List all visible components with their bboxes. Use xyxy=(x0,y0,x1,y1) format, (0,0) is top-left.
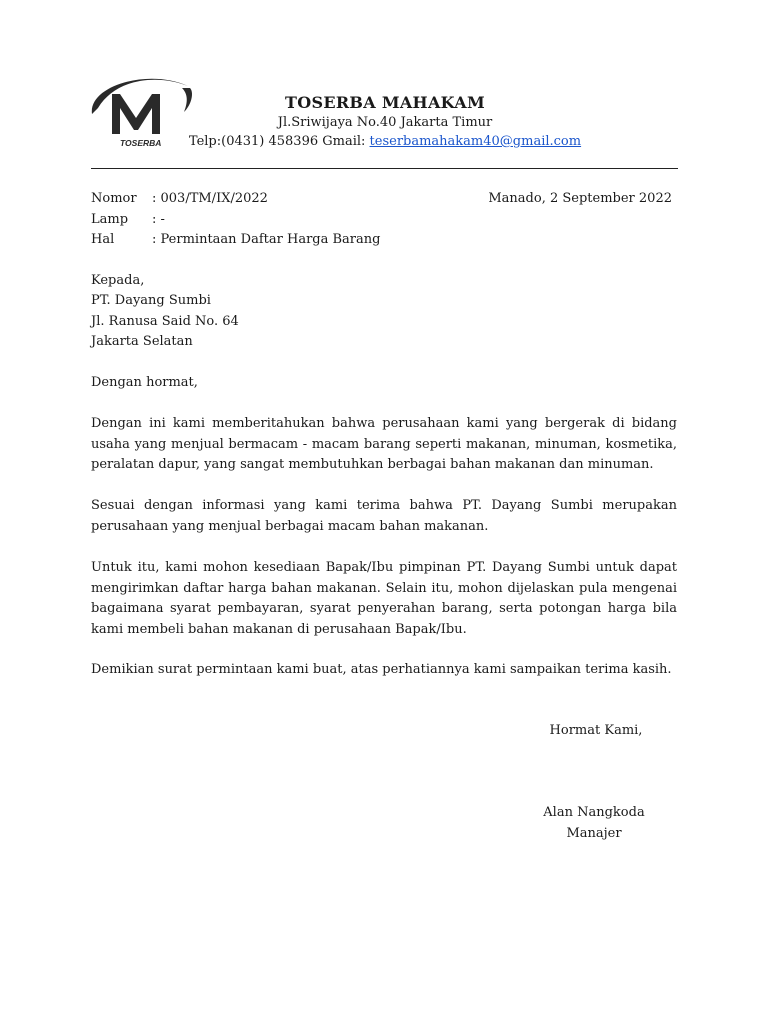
greeting: Dengan hormat, xyxy=(91,375,198,390)
signer-name: Alan Nangkoda xyxy=(543,805,645,820)
letter-date: Manado, 2 September 2022 xyxy=(488,191,672,206)
lamp-label: Lamp xyxy=(91,212,129,227)
logo-wordmark: TOSERBA xyxy=(120,138,162,148)
paragraph-2: Sesuai dengan informasi yang kami terima bahwa PT. Dayang Sumbi merupakan perusahaan yang menjual berbagai macam bahan makanan. xyxy=(91,498,677,534)
recipient-line-2: PT. Dayang Sumbi xyxy=(91,293,211,308)
paragraph-4: Demikian surat permintaan kami buat, atas perhatiannya kami sampaikan terima kasih. xyxy=(91,662,672,677)
closing-salutation: Hormat Kami, xyxy=(549,723,643,738)
contact-prefix: Telp:(0431) 458396 Gmail: xyxy=(188,134,370,149)
email-link[interactable]: teserbamahakam40@gmail.com xyxy=(369,134,582,149)
recipient-line-1: Kepada, xyxy=(91,273,145,288)
company-address: Jl.Sriwijaya No.40 Jakarta Timur xyxy=(277,115,493,130)
recipient-line-3: Jl. Ranusa Said No. 64 xyxy=(91,314,239,329)
paragraph-3: Untuk itu, kami mohon kesediaan Bapak/Ibu pimpinan PT. Dayang Sumbi untuk dapat mengirimkan daftar harga bahan makanan. Selain itu, mohon dijelaskan pula mengenai bagaimana syarat pembayaran, syarat penyerahan barang, serta potongan harga bila kami membeli bahan makanan di perusahaan Bapak/Ibu. xyxy=(91,560,677,637)
nomor-value: : 003/TM/IX/2022 xyxy=(152,191,268,206)
lamp-value: : - xyxy=(152,212,165,227)
signer-title: Manajer xyxy=(566,826,622,841)
company-contact xyxy=(150,133,620,151)
company-name: TOSERBA MAHAKAM xyxy=(285,93,485,112)
letterhead-divider xyxy=(91,168,678,169)
recipient-line-4: Jakarta Selatan xyxy=(91,334,193,349)
paragraph-1: Dengan ini kami memberitahukan bahwa perusahaan kami yang bergerak di bidang usaha yang menjual bermacam - macam barang seperti makanan, minuman, kosmetika, peralatan dapur, yang sangat membutuhkan berbagai bahan makanan dan minuman. xyxy=(91,416,677,472)
hal-value: : Permintaan Daftar Harga Barang xyxy=(152,232,381,247)
nomor-label: Nomor xyxy=(91,191,137,206)
hal-label: Hal xyxy=(91,232,115,247)
